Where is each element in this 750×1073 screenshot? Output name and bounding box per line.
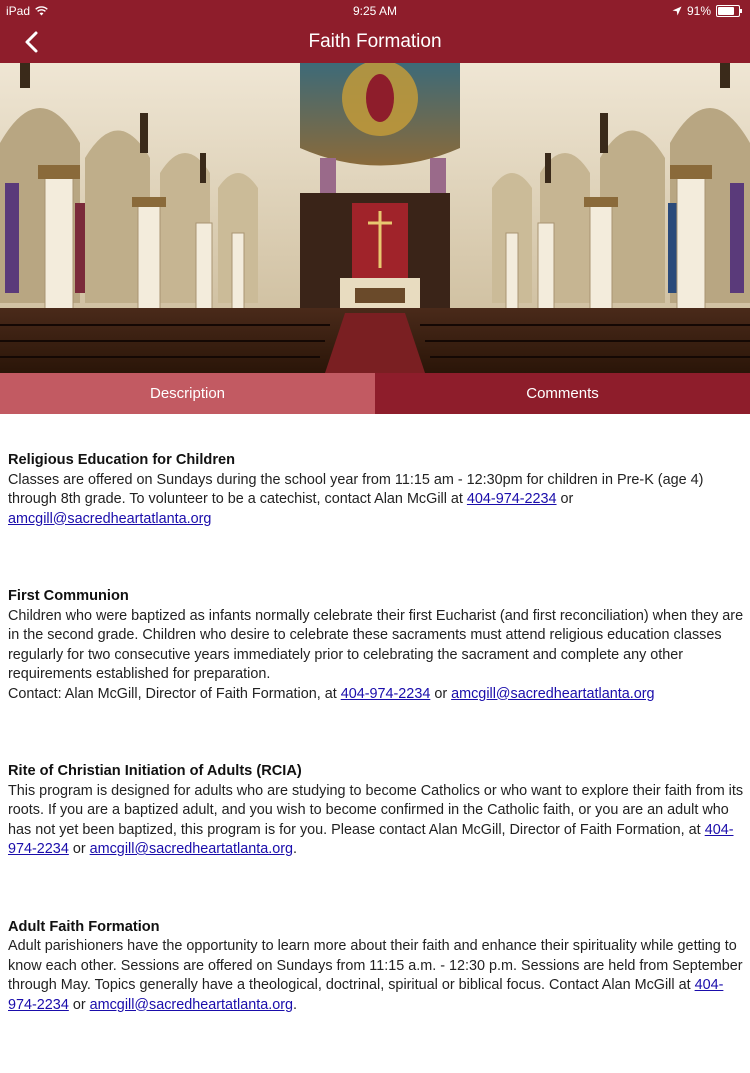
email-link[interactable]: amcgill@sacredheartatlanta.org bbox=[89, 841, 294, 857]
device-label: iPad bbox=[6, 4, 31, 18]
church-interior-image bbox=[0, 63, 750, 373]
section-body bbox=[8, 607, 744, 705]
tab-comments[interactable]: Comments bbox=[375, 373, 750, 414]
location-arrow-icon bbox=[672, 6, 682, 16]
phone-link[interactable]: 404-974-2234 bbox=[8, 977, 724, 1013]
navigation-bar bbox=[0, 22, 750, 63]
section-religious-education bbox=[8, 451, 744, 529]
section-body bbox=[8, 782, 744, 860]
section-heading: Religious Education for Children bbox=[8, 452, 236, 468]
phone-link[interactable]: 404-974-2234 bbox=[340, 685, 431, 702]
section-rcia bbox=[8, 762, 744, 860]
email-link[interactable]: amcgill@sacredheartatlanta.org bbox=[89, 996, 294, 1013]
section-text: Adult parishioners have the opportunity to learn more about their faith and enhance their spirituality while getting to know each other. Sessions are offered on Sundays from 11:15 a.m. - 12:30 p.m. Sessions are held from September through May. Topics generally have a theological, doctrinal, spiritual or biblical focus. Contact Alan McGill at bbox=[8, 938, 743, 993]
description-content bbox=[8, 451, 744, 1073]
status-time: 9:25 AM bbox=[352, 4, 398, 18]
section-heading: Adult Faith Formation bbox=[8, 918, 160, 935]
email-link[interactable]: amcgill@sacredheartatlanta.org bbox=[8, 510, 212, 527]
section-contact: Contact: Alan McGill, Director of Faith Formation, at bbox=[8, 685, 341, 702]
page-title: Faith Formation bbox=[308, 31, 442, 52]
section-text: Children who were baptized as infants normally celebrate their first Eucharist (and first reconciliation) when they are in the second grade. Children who desire to celebrate these sacraments must attend religious education classes regularly for two consecutive years immediately prior to celebrating the sacrament and complete any other requirements established for preparation. bbox=[8, 607, 744, 682]
section-body bbox=[8, 937, 744, 1015]
section-text: This program is designed for adults who are studying to become Catholics or who want to explore their faith from its roots. If you are a baptized adult, and you wish to become confirmed in the Catholic faith, or you are an adult who has not yet been baptized, this program is for you. Please contact Alan McGill, Director of Faith Formation, at bbox=[8, 782, 744, 838]
section-tail: . bbox=[293, 841, 298, 857]
email-link[interactable]: amcgill@sacredheartatlanta.org bbox=[451, 685, 655, 702]
status-bar bbox=[0, 0, 750, 22]
section-text: Classes are offered on Sundays during the school year from 11:15 am - 12:30pm for children in Pre-K (age 4) through 8th grade. To volunteer to be a catechist, contact Alan McGill at bbox=[8, 471, 704, 507]
section-body bbox=[8, 471, 744, 530]
section-first-communion bbox=[8, 587, 744, 704]
phone-link[interactable]: 404-974-2234 bbox=[8, 821, 734, 857]
tab-description[interactable]: Description bbox=[0, 373, 375, 414]
link-separator: or bbox=[68, 996, 90, 1013]
segmented-tabs bbox=[0, 373, 750, 414]
section-heading: First Communion bbox=[8, 588, 129, 604]
battery-percent: 91% bbox=[686, 4, 711, 18]
section-tail: . bbox=[293, 996, 298, 1013]
section-heading: Rite of Christian Initiation of Adults (RCIA) bbox=[8, 763, 302, 779]
section-adult-faith-formation bbox=[8, 918, 744, 1016]
link-separator: or bbox=[430, 685, 452, 702]
battery-icon bbox=[716, 5, 740, 17]
link-separator: or bbox=[68, 841, 90, 857]
phone-link[interactable]: 404-974-2234 bbox=[466, 491, 557, 507]
status-right bbox=[672, 4, 740, 18]
link-separator: or bbox=[556, 491, 574, 507]
